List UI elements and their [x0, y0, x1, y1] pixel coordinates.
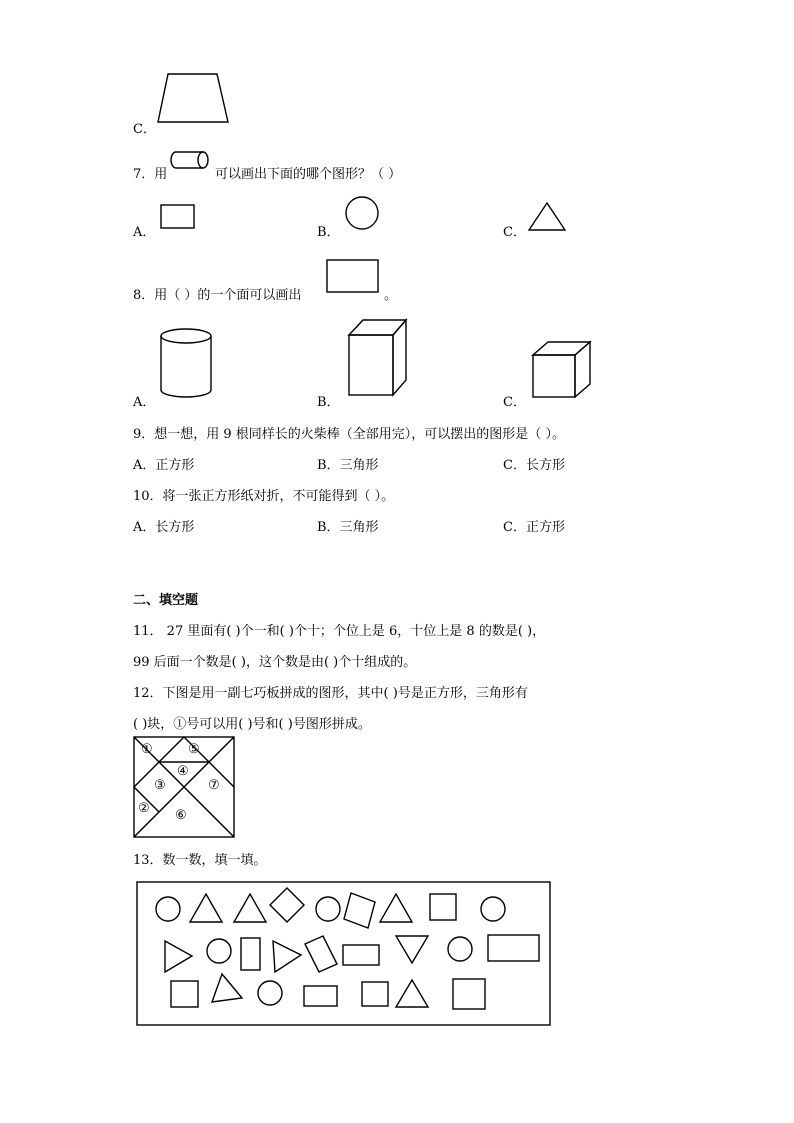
- q8-suffix: 。: [384, 288, 398, 303]
- circle-shape: [258, 981, 282, 1005]
- q7-option-b: B．: [317, 225, 340, 240]
- q10-text: 10．将一张正方形纸对折，不可能得到（ ）。: [133, 489, 395, 504]
- tangram-piece-5-label: ⑤: [188, 742, 200, 757]
- q8-prefix: 8．用（ ）的一个面可以画出: [133, 288, 302, 303]
- rectangle-shape: [241, 938, 260, 970]
- q7-suffix: 可以画出下面的哪个图形？（ ）: [215, 167, 402, 182]
- q8-option-b: B．: [317, 395, 340, 410]
- q10-option-b: B．三角形: [317, 520, 379, 535]
- triangle-shape: [212, 974, 242, 1002]
- square-shape: [453, 979, 485, 1009]
- q9-text: 9．想一想，用 9 根同样长的火柴棒（全部用完），可以摆出的图形是（ ）。: [133, 427, 565, 442]
- tilted-rectangle-shape: [344, 893, 375, 928]
- triangle-right-shape: [273, 941, 301, 972]
- square-shape: [430, 894, 456, 920]
- q11-line2: 99 后面一个数是( )，这个数是由( )个十组成的。: [133, 655, 417, 670]
- q7-prefix: 7．用: [133, 167, 168, 182]
- tilted-rectangle-shape: [305, 936, 337, 972]
- q10-option-c: C．正方形: [503, 520, 565, 535]
- triangle-down-shape: [396, 936, 428, 963]
- triangle-shape: [380, 894, 412, 922]
- triangle-shape: [190, 894, 222, 922]
- q7-option-a: A．: [133, 225, 156, 240]
- triangle-shape: [396, 980, 428, 1007]
- tangram-piece-4-label: ④: [177, 764, 189, 779]
- circle-shape: [448, 937, 472, 961]
- q9-option-a: A．正方形: [133, 458, 195, 473]
- tangram-piece-6-label: ⑥: [175, 808, 187, 823]
- section-title: 二、填空题: [133, 593, 199, 608]
- q12-line1: 12．下图是用一副七巧板拼成的图形，其中( )号是正方形，三角形有: [133, 686, 528, 701]
- q8-option-a: A．: [133, 395, 156, 410]
- q13-text: 13．数一数，填一填。: [133, 853, 267, 868]
- rectangle-shape: [304, 986, 337, 1006]
- triangle-shape: [234, 894, 266, 922]
- circle-shape: [481, 897, 505, 921]
- q8-option-c: C．: [503, 395, 526, 410]
- square-shape: [362, 982, 388, 1006]
- tangram-piece-2-label: ②: [138, 801, 150, 816]
- q7-option-c: C．: [503, 225, 526, 240]
- q6-option-c-label: C．: [133, 122, 156, 137]
- circle-shape: [156, 897, 180, 921]
- rectangle-shape: [343, 945, 379, 965]
- diamond-shape: [270, 888, 304, 922]
- circle-shape: [316, 897, 340, 921]
- tangram-piece-7-label: ⑦: [208, 778, 220, 793]
- q10-option-a: A．长方形: [133, 520, 195, 535]
- q11-line1: 11． 27 里面有( )个一和( )个十；个位上是 6，十位上是 8 的数是( )，: [133, 624, 546, 639]
- circle-shape: [207, 939, 231, 963]
- triangle-right-shape: [165, 941, 192, 972]
- tangram-piece-3-label: ③: [154, 778, 166, 793]
- q9-option-b: B．三角形: [317, 458, 379, 473]
- rectangle-shape: [488, 935, 539, 961]
- square-shape: [171, 981, 198, 1007]
- tangram-piece-1-label: ①: [141, 742, 153, 757]
- q9-option-c: C．长方形: [503, 458, 565, 473]
- q12-line2: ( )块，①号可以用( )号和( )号图形拼成。: [133, 717, 371, 732]
